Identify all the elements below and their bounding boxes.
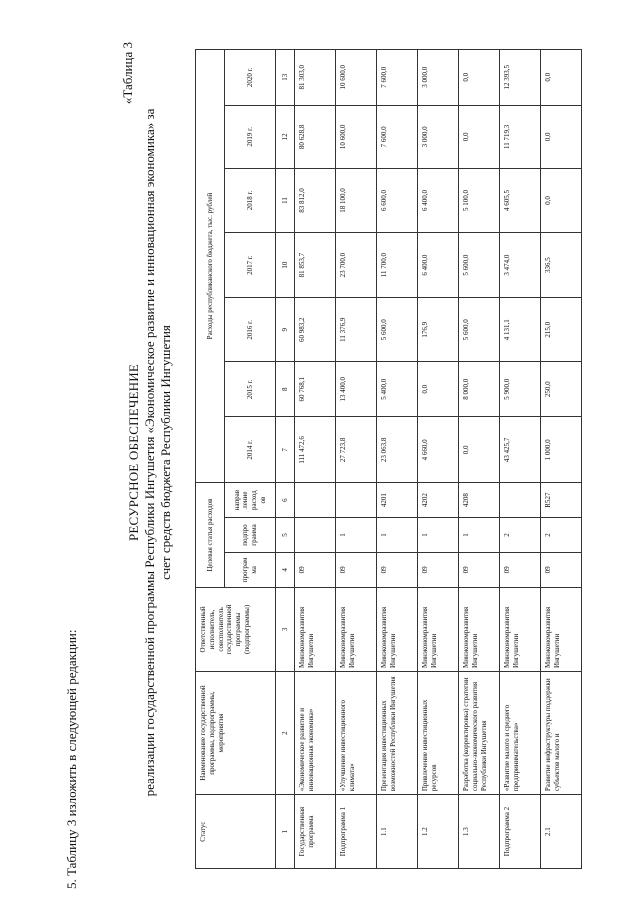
cell-executor: Минэкономразвития Ингушетии — [500, 587, 541, 671]
cell-2019: 0,0 — [459, 105, 500, 169]
cell-2020: 10 600,0 — [336, 50, 377, 106]
header-year-2015: 2015 г. — [225, 362, 276, 417]
cell-program: 09 — [459, 552, 500, 587]
resource-table — [195, 49, 582, 869]
cell-executor: Минэкономразвития Ингушетии — [295, 587, 336, 671]
cell-status: 1.2 — [418, 795, 459, 869]
cell-direction: R527 — [541, 483, 582, 518]
cell-2017: 336,5 — [541, 232, 582, 298]
header-executor: Ответственный исполнитель, соисполнитель государственной программы (подпрограммы) — [196, 587, 276, 671]
cell-2019: 80 628,8 — [295, 105, 336, 169]
cell-2018: 0,0 — [541, 169, 582, 233]
cell-2020: 0,0 — [541, 50, 582, 106]
cell-direction — [336, 483, 377, 518]
cell-program: 09 — [377, 552, 418, 587]
cell-2016: 215,0 — [541, 298, 582, 362]
table-row — [336, 50, 377, 869]
table-row — [459, 50, 500, 869]
cell-executor: Минэкономразвития Ингушетии — [336, 587, 377, 671]
cell-status: Подпрограмма 2 — [500, 795, 541, 869]
cell-2015: 0,0 — [418, 362, 459, 417]
cell-subprogram: 1 — [377, 518, 418, 553]
cell-2017: 3 474,0 — [500, 232, 541, 298]
table-row — [295, 50, 336, 869]
cell-name: «Улучшение инвестиционного климата» — [336, 671, 377, 794]
title-block — [126, 0, 174, 905]
cell-2019: 3 000,0 — [418, 105, 459, 169]
header-expenses: Расходы республиканского бюджета, тыс. рублей — [196, 50, 225, 483]
cell-2019: 11 719,3 — [500, 105, 541, 169]
title-line-2: реализации государственной программы Республики Ингушетия «Экономическое развитие и инновационная экономика» за — [142, 108, 157, 797]
cell-2018: 5 100,0 — [459, 169, 500, 233]
cell-2014: 0,0 — [459, 417, 500, 483]
col-number: 9 — [276, 298, 295, 362]
cell-2016: 176,9 — [418, 298, 459, 362]
header-year-2018: 2018 г. — [225, 169, 276, 233]
cell-status: 1.1 — [377, 795, 418, 869]
header-sub-program: програм ма — [225, 552, 276, 587]
cell-2015: 8 000,0 — [459, 362, 500, 417]
col-number: 8 — [276, 362, 295, 417]
cell-name: Презентация инвестиционных возможностей Республики Ингушетия — [377, 671, 418, 794]
cell-status: Подпрограмма 1 — [336, 795, 377, 869]
cell-program: 09 — [500, 552, 541, 587]
cell-2017: 23 700,0 — [336, 232, 377, 298]
header-target: Целевая статья расходов — [196, 483, 225, 588]
cell-executor: Минэкономразвития Ингушетии — [541, 587, 582, 671]
cell-direction: 4202 — [418, 483, 459, 518]
cell-2015: 5 400,0 — [377, 362, 418, 417]
cell-subprogram: 2 — [541, 518, 582, 553]
title-line-3: счет средств бюджета Республики Ингушетия — [158, 325, 173, 580]
cell-2018: 18 100,0 — [336, 169, 377, 233]
title-line-1: РЕСУРСНОЕ ОБЕСПЕЧЕНИЕ — [126, 364, 141, 542]
cell-program: 09 — [295, 552, 336, 587]
cell-2014: 43 425,7 — [500, 417, 541, 483]
cell-2017: 11 700,0 — [377, 232, 418, 298]
cell-2016: 60 983,2 — [295, 298, 336, 362]
header-year-2019: 2019 г. — [225, 105, 276, 169]
cell-name: Развитие инфраструктуры поддержки субъектов малого и — [541, 671, 582, 794]
cell-status: 2.1 — [541, 795, 582, 869]
cell-subprogram — [295, 518, 336, 553]
col-number: 2 — [276, 671, 295, 794]
cell-2018: 83 812,0 — [295, 169, 336, 233]
cell-program: 09 — [336, 552, 377, 587]
header-sub-direction: направ ление расход ов — [225, 483, 276, 518]
cell-status: 1.3 — [459, 795, 500, 869]
cell-name: Привлечение инвестиционных ресурсов — [418, 671, 459, 794]
cell-2019: 7 600,0 — [377, 105, 418, 169]
col-number: 12 — [276, 105, 295, 169]
intro-text: 5. Таблицу 3 изложить в следующей редакции: — [64, 629, 79, 889]
header-name: Наименование государственной программы, подпрограммы, мероприятия — [196, 671, 276, 794]
table-row — [500, 50, 541, 869]
cell-2017: 6 400,0 — [418, 232, 459, 298]
cell-2016: 4 131,1 — [500, 298, 541, 362]
cell-executor: Минэкономразвития Ингушетии — [459, 587, 500, 671]
cell-2015: 5 900,0 — [500, 362, 541, 417]
cell-2015: 13 400,0 — [336, 362, 377, 417]
cell-2020: 3 000,0 — [418, 50, 459, 106]
cell-subprogram: 1 — [418, 518, 459, 553]
table-label: «Таблица 3 — [120, 42, 135, 105]
cell-direction — [500, 483, 541, 518]
cell-direction: 4201 — [377, 483, 418, 518]
table-row — [418, 50, 459, 869]
cell-2014: 23 063,8 — [377, 417, 418, 483]
cell-subprogram: 1 — [459, 518, 500, 553]
cell-2019: 0,0 — [541, 105, 582, 169]
header-year-2014: 2014 г. — [225, 417, 276, 483]
cell-status: Государственная программа — [295, 795, 336, 869]
header-year-2017: 2017 г. — [225, 232, 276, 298]
header-sub-subprogram: подпро грамма — [225, 518, 276, 553]
col-number: 3 — [276, 587, 295, 671]
cell-direction — [295, 483, 336, 518]
table-row — [541, 50, 582, 869]
col-number: 1 — [276, 795, 295, 869]
cell-2017: 81 853,7 — [295, 232, 336, 298]
cell-2020: 0,0 — [459, 50, 500, 106]
cell-2014: 27 723,8 — [336, 417, 377, 483]
cell-2020: 12 393,5 — [500, 50, 541, 106]
cell-name: «Развитие малого и среднего предпринимательства» — [500, 671, 541, 794]
col-number: 10 — [276, 232, 295, 298]
header-year-2020: 2020 г. — [225, 50, 276, 106]
cell-direction: 4208 — [459, 483, 500, 518]
col-number: 11 — [276, 169, 295, 233]
cell-program: 09 — [418, 552, 459, 587]
cell-name: Разработка (корректировка) стратегии социально-экономического развития Республики Ингушетия — [459, 671, 500, 794]
table-row — [377, 50, 418, 869]
cell-2015: 250,0 — [541, 362, 582, 417]
cell-2020: 7 600,0 — [377, 50, 418, 106]
col-number: 6 — [276, 483, 295, 518]
cell-2018: 6 400,0 — [418, 169, 459, 233]
cell-program: 09 — [541, 552, 582, 587]
col-number: 13 — [276, 50, 295, 106]
col-number: 7 — [276, 417, 295, 483]
cell-name: «Экономическое развитие и инновационная экономика» — [295, 671, 336, 794]
cell-2014: 111 472,6 — [295, 417, 336, 483]
cell-2014: 4 660,0 — [418, 417, 459, 483]
cell-subprogram: 2 — [500, 518, 541, 553]
cell-2016: 5 600,0 — [377, 298, 418, 362]
col-number: 5 — [276, 518, 295, 553]
cell-2015: 60 768,1 — [295, 362, 336, 417]
cell-2020: 81 303,0 — [295, 50, 336, 106]
cell-2019: 10 600,0 — [336, 105, 377, 169]
cell-2014: 1 000,0 — [541, 417, 582, 483]
cell-executor: Минэкономразвития Ингушетии — [418, 587, 459, 671]
cell-2017: 5 600,0 — [459, 232, 500, 298]
col-number: 4 — [276, 552, 295, 587]
cell-2016: 5 600,0 — [459, 298, 500, 362]
cell-2016: 11 376,9 — [336, 298, 377, 362]
cell-subprogram: 1 — [336, 518, 377, 553]
header-year-2016: 2016 г. — [225, 298, 276, 362]
cell-2018: 6 600,0 — [377, 169, 418, 233]
cell-executor: Минэкономразвития Ингушетии — [377, 587, 418, 671]
header-status: Статус — [196, 795, 276, 869]
cell-2018: 4 605,5 — [500, 169, 541, 233]
